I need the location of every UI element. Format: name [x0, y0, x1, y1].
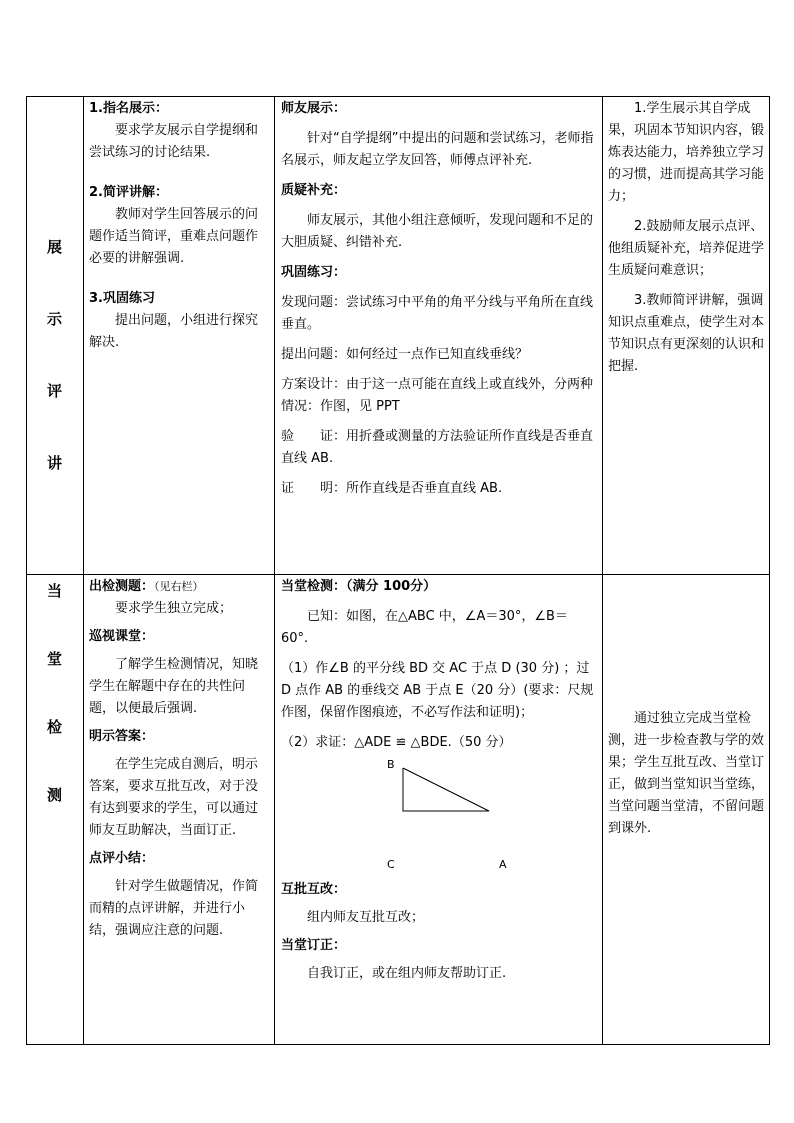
paragraph: 方案设计：由于这一点可能在直线上或直线外，分两种情况：作图，见 PPT	[281, 377, 594, 414]
section-heading: 2.简评讲解：	[89, 185, 168, 200]
col-divider	[274, 96, 275, 1045]
paragraph: 在学生完成自测后，明示答案，要求互批互改，对于没有达到要求的学生，可以通过师友互助解决，当面订正.	[89, 757, 259, 838]
paragraph: 发现问题：尝试练习中平角的角平分线与平角所在直线垂直。	[281, 295, 594, 332]
paragraph: 针对学生做题情况，作简而精的点评讲解，并进行小结，强调应注意的问题.	[89, 879, 259, 938]
section-heading: 明示答案：	[89, 729, 155, 744]
col-divider	[602, 96, 603, 1045]
section-heading: 1.指名展示：	[89, 101, 168, 116]
table-border-right	[769, 96, 770, 1045]
vertex-label-c: C	[387, 858, 395, 871]
row1-design-intent	[608, 98, 764, 568]
paragraph: 3.教师简评讲解，强调知识点重难点，使学生对本节知识点有更深刻的认识和把握.	[608, 293, 764, 374]
table-border-top	[26, 96, 770, 97]
table-border-bottom	[26, 1044, 770, 1045]
paragraph: 要求学生独立完成；	[115, 601, 233, 616]
vertex-label-a: A	[499, 858, 507, 871]
row2-design-intent	[608, 708, 764, 908]
paragraph: 教师对学生回答展示的问题作适当简评，重难点问题作必要的讲解强调.	[89, 207, 259, 266]
paragraph: 提出问题，小组进行探究解决.	[89, 313, 259, 350]
section-heading: 出检测题：（见右栏）	[89, 579, 204, 594]
section-heading: 当堂检测：（满分 100分）	[281, 579, 437, 594]
triangle-outline	[403, 768, 489, 811]
section-heading: 师友展示：	[281, 101, 347, 116]
section-heading: 3.巩固练习	[89, 291, 155, 306]
section-heading: 巡视课堂：	[89, 629, 155, 644]
paragraph: 通过独立完成当堂检测，进一步检查教与学的效果；学生互批互改、当堂订正，做到当堂知识当堂练，当堂问题当堂清，不留问题到课外.	[608, 711, 764, 836]
row1-teacher-activity	[89, 98, 269, 568]
paragraph: 师友展示，其他小组注意倾听，发现问题和不足的大胆质疑、纠错补充.	[281, 213, 594, 250]
paragraph: 针对“自学提纲”中提出的问题和尝试练习，老师指名展示，师友起立学友回答，师傅点评补充.	[281, 131, 594, 168]
section-heading: 巩固练习：	[281, 265, 347, 280]
paragraph: 了解学生检测情况，知晓学生在解题中存在的共性问题，以便最后强调.	[89, 657, 259, 716]
paragraph: （1）作∠B 的平分线 BD 交 AC 于点 D (30 分) ；过 D 点作 AB 的垂线交 AB 于点 E（20 分）(要求：尺规作图，保留作图痕迹，不必写作法和证明)；	[281, 661, 594, 720]
section-heading: 质疑补充：	[281, 183, 347, 198]
row1-student-activity	[281, 98, 595, 568]
section-heading: 点评小结：	[89, 851, 155, 866]
row2-teacher-activity	[89, 576, 269, 1042]
paragraph: 证 明：所作直线是否垂直直线 AB.	[281, 481, 503, 496]
triangle-figure	[281, 754, 595, 879]
paragraph: 要求学友展示自学提纲和尝试练习的讨论结果.	[89, 123, 259, 160]
paragraph: 组内师友互批互改；	[307, 910, 425, 925]
paragraph: 1.学生展示其自学成果，巩固本节知识内容，锻炼表达能力，培养独立学习的习惯，进而提高其学习能力；	[608, 101, 764, 204]
paragraph: 2.鼓励师友展示点评、他组质疑补充，培养促进学生质疑问难意识；	[608, 219, 764, 278]
section-heading: 当堂订正：	[281, 938, 347, 953]
row1-side-label: 展 示 评 讲	[46, 238, 62, 472]
row2-student-activity	[281, 576, 595, 1042]
paragraph: 验 证：用折叠或测量的方法验证所作直线是否垂直直线 AB.	[281, 429, 594, 466]
paragraph: 提出问题：如何经过一点作已知直线垂线？	[281, 347, 529, 362]
vertex-label-b: B	[387, 758, 395, 771]
triangle-abc-diagram	[281, 754, 595, 879]
paragraph: 已知：如图，在△ABC 中，∠A＝30°，∠B＝60°.	[281, 609, 568, 646]
paragraph: 自我订正，或在组内师友帮助订正.	[307, 966, 507, 981]
lesson-plan-table	[26, 96, 770, 1045]
paragraph: （2）求证：△ADE ≌ △BDE.（50 分）	[281, 735, 512, 750]
section-heading: 互批互改：	[281, 882, 347, 897]
spacer	[89, 270, 269, 280]
spacer	[89, 164, 269, 174]
row2-side-label: 当 堂 检 测	[46, 582, 62, 804]
row-divider	[26, 574, 770, 575]
col-divider	[83, 96, 84, 1045]
